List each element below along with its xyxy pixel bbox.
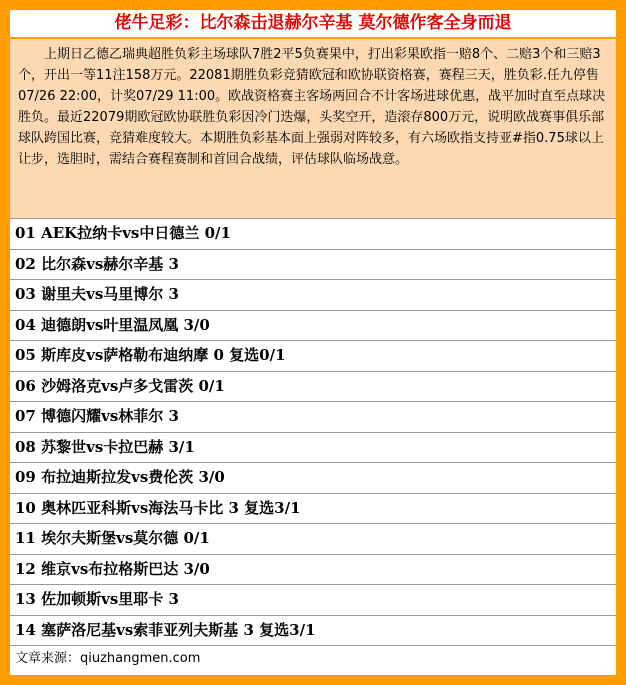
match-text: 佐加顿斯vs里耶卡 3 [41, 590, 179, 608]
match-number: 10 [15, 498, 36, 517]
match-text: 维京vs布拉格斯巴达 3/0 [41, 559, 210, 578]
match-number: 09 [15, 468, 36, 486]
match-text: 塞萨洛尼基vs索菲亚列夫斯基 3 复选3/1 [41, 620, 316, 639]
match-row [10, 219, 616, 250]
match-text: 沙姆洛克vs卢多戈雷茨 0/1 [41, 376, 225, 395]
match-row [10, 463, 616, 494]
match-row [10, 372, 616, 403]
match-row [10, 341, 616, 372]
match-list [10, 219, 616, 646]
match-row [10, 433, 616, 464]
match-row [10, 555, 616, 586]
match-text: AEK拉纳卡vs中日德兰 0/1 [41, 224, 231, 242]
match-number: 06 [15, 376, 36, 395]
match-row [10, 524, 616, 555]
match-number: 13 [15, 590, 36, 608]
match-number: 12 [15, 559, 36, 578]
match-text: 奥林匹亚科斯vs海法马卡比 3 复选3/1 [41, 498, 301, 517]
match-text: 博德闪耀vs林菲尔 3 [41, 407, 179, 425]
match-number: 07 [15, 407, 36, 425]
match-text: 布拉迪斯拉发vs费伦茨 3/0 [41, 468, 225, 486]
match-number: 05 [15, 346, 36, 364]
source-footer: 文章来源：qiuzhangmen.com [10, 646, 616, 672]
match-text: 迪德朗vs叶里温凤凰 3/0 [41, 315, 210, 334]
match-row [10, 280, 616, 311]
match-row [10, 311, 616, 342]
match-number: 03 [15, 285, 36, 303]
match-text: 斯库皮vs萨格勒布迪纳摩 0 复选0/1 [41, 346, 286, 364]
match-text: 苏黎世vs卡拉巴赫 3/1 [41, 437, 195, 456]
match-text: 埃尔夫斯堡vs莫尔德 0/1 [41, 529, 210, 547]
match-row [10, 494, 616, 525]
match-number: 11 [15, 529, 36, 547]
page-title: 佬牛足彩：比尔森击退赫尔辛基 莫尔德作客全身而退 [10, 10, 616, 39]
match-number: 01 [15, 224, 36, 242]
match-row [10, 250, 616, 281]
match-row [10, 585, 616, 616]
match-number: 04 [15, 315, 36, 334]
intro-paragraph: 上期日乙德乙瑞典超胜负彩主场球队7胜2平5负赛果中，打出彩果欧指一赔8个、二赔3个和三赔3个，开出一等11注158万元。22081期胜负彩竞猜欧冠和欧协联资格赛，赛程三天，胜负彩.任九停售07/26 22:00，计奖07/29 11:00。欧战资格赛主客场两回合不计客场进球优惠，战平加时直至点球决胜负。最近22079期欧冠欧协联胜负彩因冷门迭爆，头奖空开，造滚存800万元，说明欧战赛事俱乐部球队跨国比赛，竞猜难度较大。本期胜负彩基本面上强弱对阵较多，有六场欧指支持亚#指0.75球以上让步，选胆时，需结合赛程赛制和首回合战绩，评估球队临场战意。 [10, 39, 616, 219]
match-row [10, 616, 616, 647]
match-row [10, 402, 616, 433]
match-text: 谢里夫vs马里博尔 3 [41, 285, 179, 303]
match-text: 比尔森vs赫尔辛基 3 [41, 254, 179, 273]
match-number: 02 [15, 254, 36, 273]
match-number: 08 [15, 437, 36, 456]
match-number: 14 [15, 620, 36, 639]
